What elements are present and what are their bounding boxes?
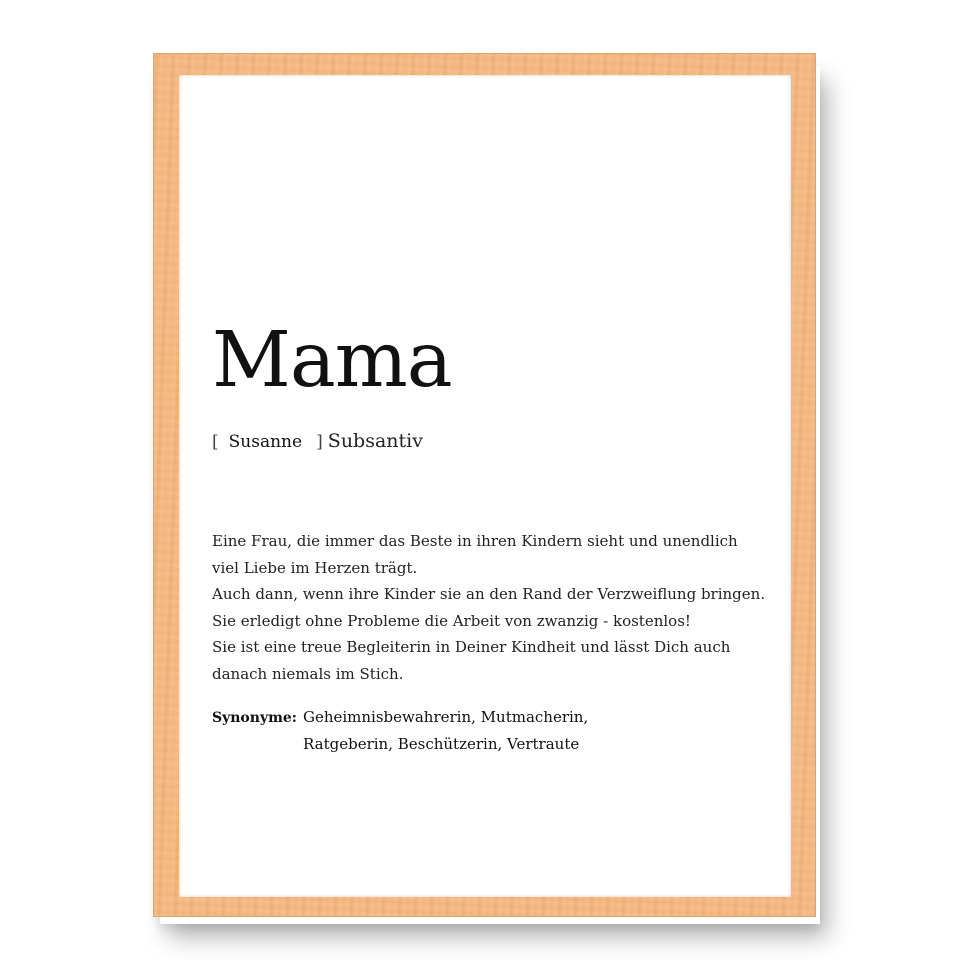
definition-text [212,528,772,687]
synonyms-line-1: Geheimnisbewahrerin, Mutmacherin, [302,708,589,726]
synonyms-label: Synonyme: [212,710,297,726]
definition-line: Eine Frau, die immer das Beste in ihren Kindern sieht und unendlich [212,532,738,550]
definition-line: viel Liebe im Herzen trägt. [212,558,418,577]
synonyms-block [212,704,772,757]
definition-line: Auch dann, wenn ihre Kinder sie an den Rand der Verzweiflung bringen. [212,585,766,603]
part-of-speech: Subsantiv [327,430,423,452]
person-name: Susanne [228,432,303,452]
pronunciation-line [212,430,423,452]
definition-line: Sie erledigt ohne Probleme die Arbeit von zwanzig - kostenlos! [212,611,691,630]
poster-title: Mama [212,316,452,405]
bracket-close: ] [316,432,323,452]
synonyms-row [212,704,772,731]
definition-line: Sie ist eine treue Begleiterin in Deiner Kindheit und lässt Dich auch [212,638,731,656]
poster-paper [179,75,791,897]
definition-line: danach niemals im Stich. [212,664,404,683]
synonyms-line-2: Ratgeberin, Beschützerin, Vertraute [303,735,580,753]
bracket-open: [ [212,432,219,452]
